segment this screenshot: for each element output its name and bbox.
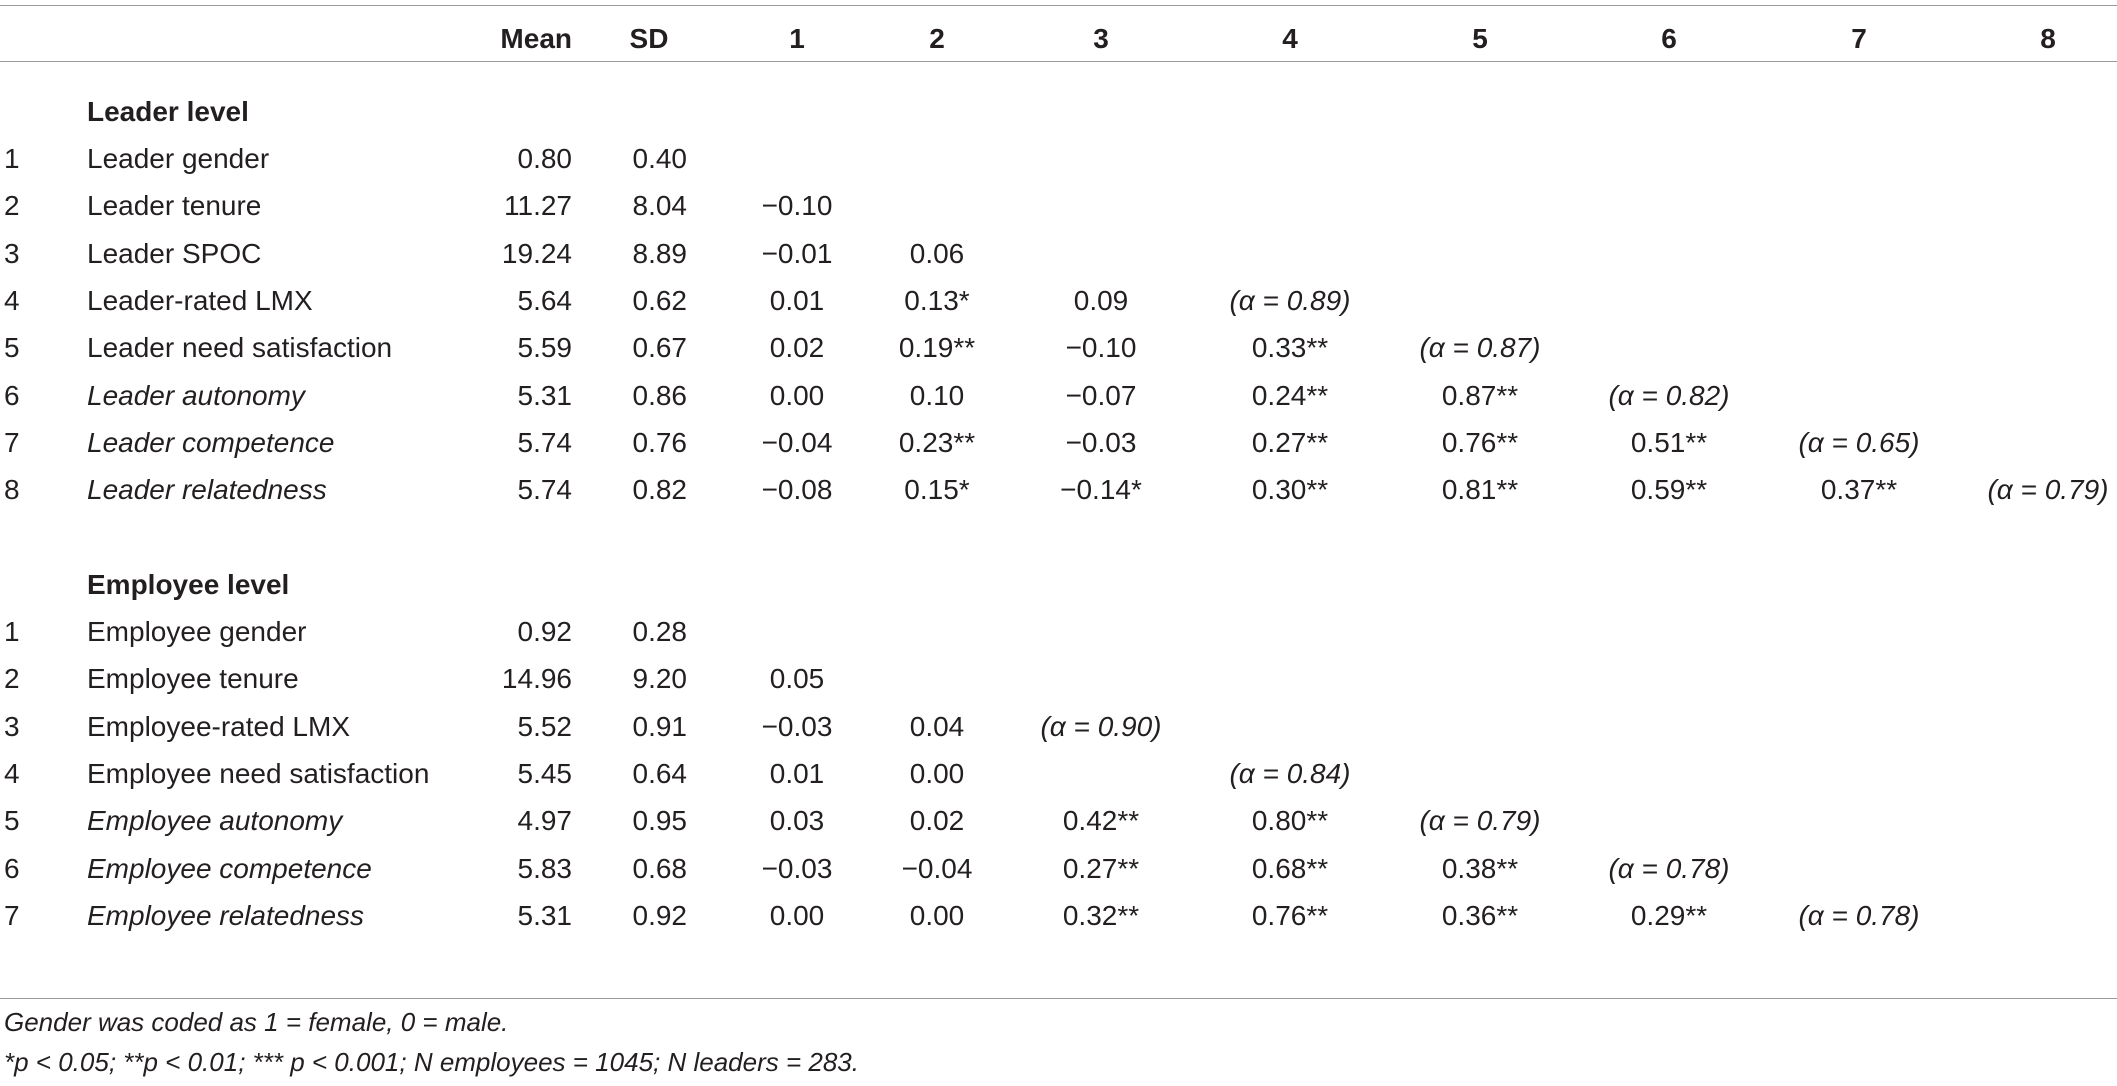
row-number: 1 — [4, 616, 20, 647]
cell-correlation: −0.03 — [1065, 427, 1137, 458]
cell-correlation: 0.10 — [909, 380, 965, 411]
cell-correlation: −0.08 — [761, 474, 833, 505]
cell-correlation: 0.13* — [904, 285, 970, 316]
cell-correlation: 0.81** — [1441, 474, 1519, 505]
row-label: Leader tenure — [87, 190, 262, 221]
cell-correlation: 0.05 — [769, 663, 825, 694]
cell-sd: 0.68 — [632, 853, 687, 884]
cell-correlation: 0.02 — [769, 332, 825, 363]
row-label: Leader autonomy — [87, 380, 305, 411]
column-header-mean: Mean — [500, 23, 572, 54]
cell-sd: 8.89 — [632, 238, 687, 269]
cell-mean: 5.31 — [517, 380, 572, 411]
row-label: Leader-rated LMX — [87, 285, 313, 316]
cell-correlation: 0.27** — [1062, 853, 1140, 884]
cell-correlation: −0.04 — [761, 427, 833, 458]
cell-correlation: 0.30** — [1251, 474, 1329, 505]
row-number: 8 — [4, 474, 20, 505]
cell-sd: 0.40 — [632, 143, 687, 174]
cell-alpha: (α = 0.82) — [1608, 380, 1730, 411]
cell-correlation: 0.51** — [1630, 427, 1708, 458]
cell-sd: 0.91 — [632, 711, 687, 742]
cell-correlation: 0.42** — [1062, 805, 1140, 836]
cell-correlation: 0.15* — [904, 474, 970, 505]
column-header-1: 1 — [789, 23, 805, 54]
cell-correlation: 0.24** — [1251, 380, 1329, 411]
cell-alpha: (α = 0.90) — [1040, 711, 1162, 742]
cell-alpha: (α = 0.89) — [1229, 285, 1351, 316]
row-number: 7 — [4, 427, 20, 458]
cell-mean: 11.27 — [504, 190, 572, 221]
cell-sd: 8.04 — [632, 190, 687, 221]
row-number: 1 — [4, 143, 20, 174]
section-title: Leader level — [87, 96, 249, 127]
header-rule — [0, 61, 2117, 62]
table-note-gender: Gender was coded as 1 = female, 0 = male. — [4, 1007, 509, 1037]
cell-mean: 5.45 — [517, 758, 572, 789]
row-label: Leader relatedness — [87, 474, 327, 505]
cell-correlation: 0.68** — [1251, 853, 1329, 884]
cell-correlation: 0.36** — [1441, 900, 1519, 931]
cell-correlation: 0.80** — [1251, 805, 1329, 836]
row-number: 3 — [4, 711, 20, 742]
cell-sd: 0.76 — [632, 427, 687, 458]
cell-sd: 0.86 — [632, 380, 687, 411]
column-header-4: 4 — [1282, 23, 1298, 54]
row-label: Employee relatedness — [87, 900, 365, 931]
row-number: 5 — [4, 332, 20, 363]
row-label: Leader SPOC — [87, 238, 262, 269]
cell-alpha: (α = 0.84) — [1229, 758, 1351, 789]
column-header-3: 3 — [1093, 23, 1109, 54]
cell-correlation: −0.10 — [1065, 332, 1137, 363]
row-number: 6 — [4, 380, 20, 411]
cell-correlation: 0.01 — [769, 758, 825, 789]
cell-correlation: 0.29** — [1630, 900, 1708, 931]
cell-sd: 0.28 — [632, 616, 687, 647]
cell-correlation: 0.01 — [769, 285, 825, 316]
column-header-2: 2 — [929, 23, 945, 54]
column-header-8: 8 — [2040, 23, 2056, 54]
row-number: 7 — [4, 900, 20, 931]
cell-correlation: 0.04 — [909, 711, 965, 742]
row-number: 5 — [4, 805, 20, 836]
cell-correlation: −0.14* — [1060, 474, 1142, 505]
cell-correlation: 0.00 — [769, 380, 825, 411]
cell-correlation: 0.76** — [1441, 427, 1519, 458]
cell-alpha: (α = 0.79) — [1987, 474, 2109, 505]
row-number: 4 — [4, 285, 20, 316]
cell-correlation: 0.38** — [1441, 853, 1519, 884]
column-header-sd: SD — [629, 23, 669, 54]
top-rule — [0, 5, 2117, 6]
cell-correlation: 0.02 — [909, 805, 965, 836]
cell-correlation: −0.10 — [761, 190, 833, 221]
cell-mean: 5.59 — [517, 332, 572, 363]
row-label: Employee tenure — [87, 663, 299, 694]
row-label: Employee need satisfaction — [87, 758, 430, 789]
cell-correlation: −0.04 — [901, 853, 973, 884]
cell-mean: 0.80 — [517, 143, 572, 174]
cell-mean: 5.83 — [517, 853, 572, 884]
cell-mean: 19.24 — [501, 238, 572, 269]
cell-mean: 5.64 — [517, 285, 572, 316]
cell-sd: 0.67 — [632, 332, 687, 363]
column-header-7: 7 — [1851, 23, 1867, 54]
cell-correlation: 0.09 — [1073, 285, 1129, 316]
column-header-5: 5 — [1472, 23, 1488, 54]
cell-sd: 0.95 — [632, 805, 687, 836]
cell-mean: 4.97 — [517, 805, 572, 836]
cell-sd: 9.20 — [632, 663, 687, 694]
cell-mean: 5.74 — [517, 474, 572, 505]
row-number: 6 — [4, 853, 20, 884]
cell-correlation: 0.59** — [1630, 474, 1708, 505]
cell-correlation: 0.33** — [1251, 332, 1329, 363]
cell-correlation: 0.76** — [1251, 900, 1329, 931]
cell-sd: 0.82 — [632, 474, 687, 505]
cell-alpha: (α = 0.78) — [1798, 900, 1920, 931]
cell-correlation: 0.19** — [898, 332, 976, 363]
bottom-rule — [0, 998, 2117, 999]
cell-correlation: 0.03 — [769, 805, 825, 836]
cell-correlation: 0.00 — [909, 758, 965, 789]
cell-correlation: 0.00 — [909, 900, 965, 931]
cell-mean: 5.31 — [517, 900, 572, 931]
table-note-significance: *p < 0.05; **p < 0.01; *** p < 0.001; N employees = 1045; N leaders = 283. — [4, 1047, 859, 1077]
row-label: Leader gender — [87, 143, 270, 174]
cell-correlation: 0.87** — [1441, 380, 1519, 411]
cell-sd: 0.64 — [632, 758, 687, 789]
cell-mean: 0.92 — [517, 616, 572, 647]
cell-mean: 5.52 — [517, 711, 572, 742]
cell-correlation: 0.27** — [1251, 427, 1329, 458]
cell-correlation: −0.01 — [761, 238, 833, 269]
row-label: Leader need satisfaction — [87, 332, 393, 363]
section-title: Employee level — [87, 569, 290, 600]
row-number: 2 — [4, 190, 20, 221]
cell-mean: 14.96 — [501, 663, 572, 694]
row-number: 4 — [4, 758, 20, 789]
row-label: Leader competence — [87, 427, 335, 458]
cell-correlation: 0.32** — [1062, 900, 1140, 931]
cell-alpha: (α = 0.87) — [1419, 332, 1541, 363]
cell-alpha: (α = 0.79) — [1419, 805, 1541, 836]
cell-correlation: 0.00 — [769, 900, 825, 931]
row-number: 2 — [4, 663, 20, 694]
cell-correlation: 0.37** — [1820, 474, 1898, 505]
cell-sd: 0.62 — [632, 285, 687, 316]
cell-correlation: −0.03 — [761, 711, 833, 742]
row-label: Employee autonomy — [87, 805, 343, 836]
cell-correlation: −0.03 — [761, 853, 833, 884]
cell-correlation: 0.23** — [898, 427, 976, 458]
cell-mean: 5.74 — [517, 427, 572, 458]
row-label: Employee-rated LMX — [87, 711, 351, 742]
row-label: Employee gender — [87, 616, 307, 647]
cell-sd: 0.92 — [632, 900, 687, 931]
row-label: Employee competence — [87, 853, 372, 884]
column-header-6: 6 — [1661, 23, 1677, 54]
cell-correlation: 0.06 — [909, 238, 965, 269]
cell-alpha: (α = 0.78) — [1608, 853, 1730, 884]
cell-correlation: −0.07 — [1065, 380, 1137, 411]
row-number: 3 — [4, 238, 20, 269]
cell-alpha: (α = 0.65) — [1798, 427, 1920, 458]
